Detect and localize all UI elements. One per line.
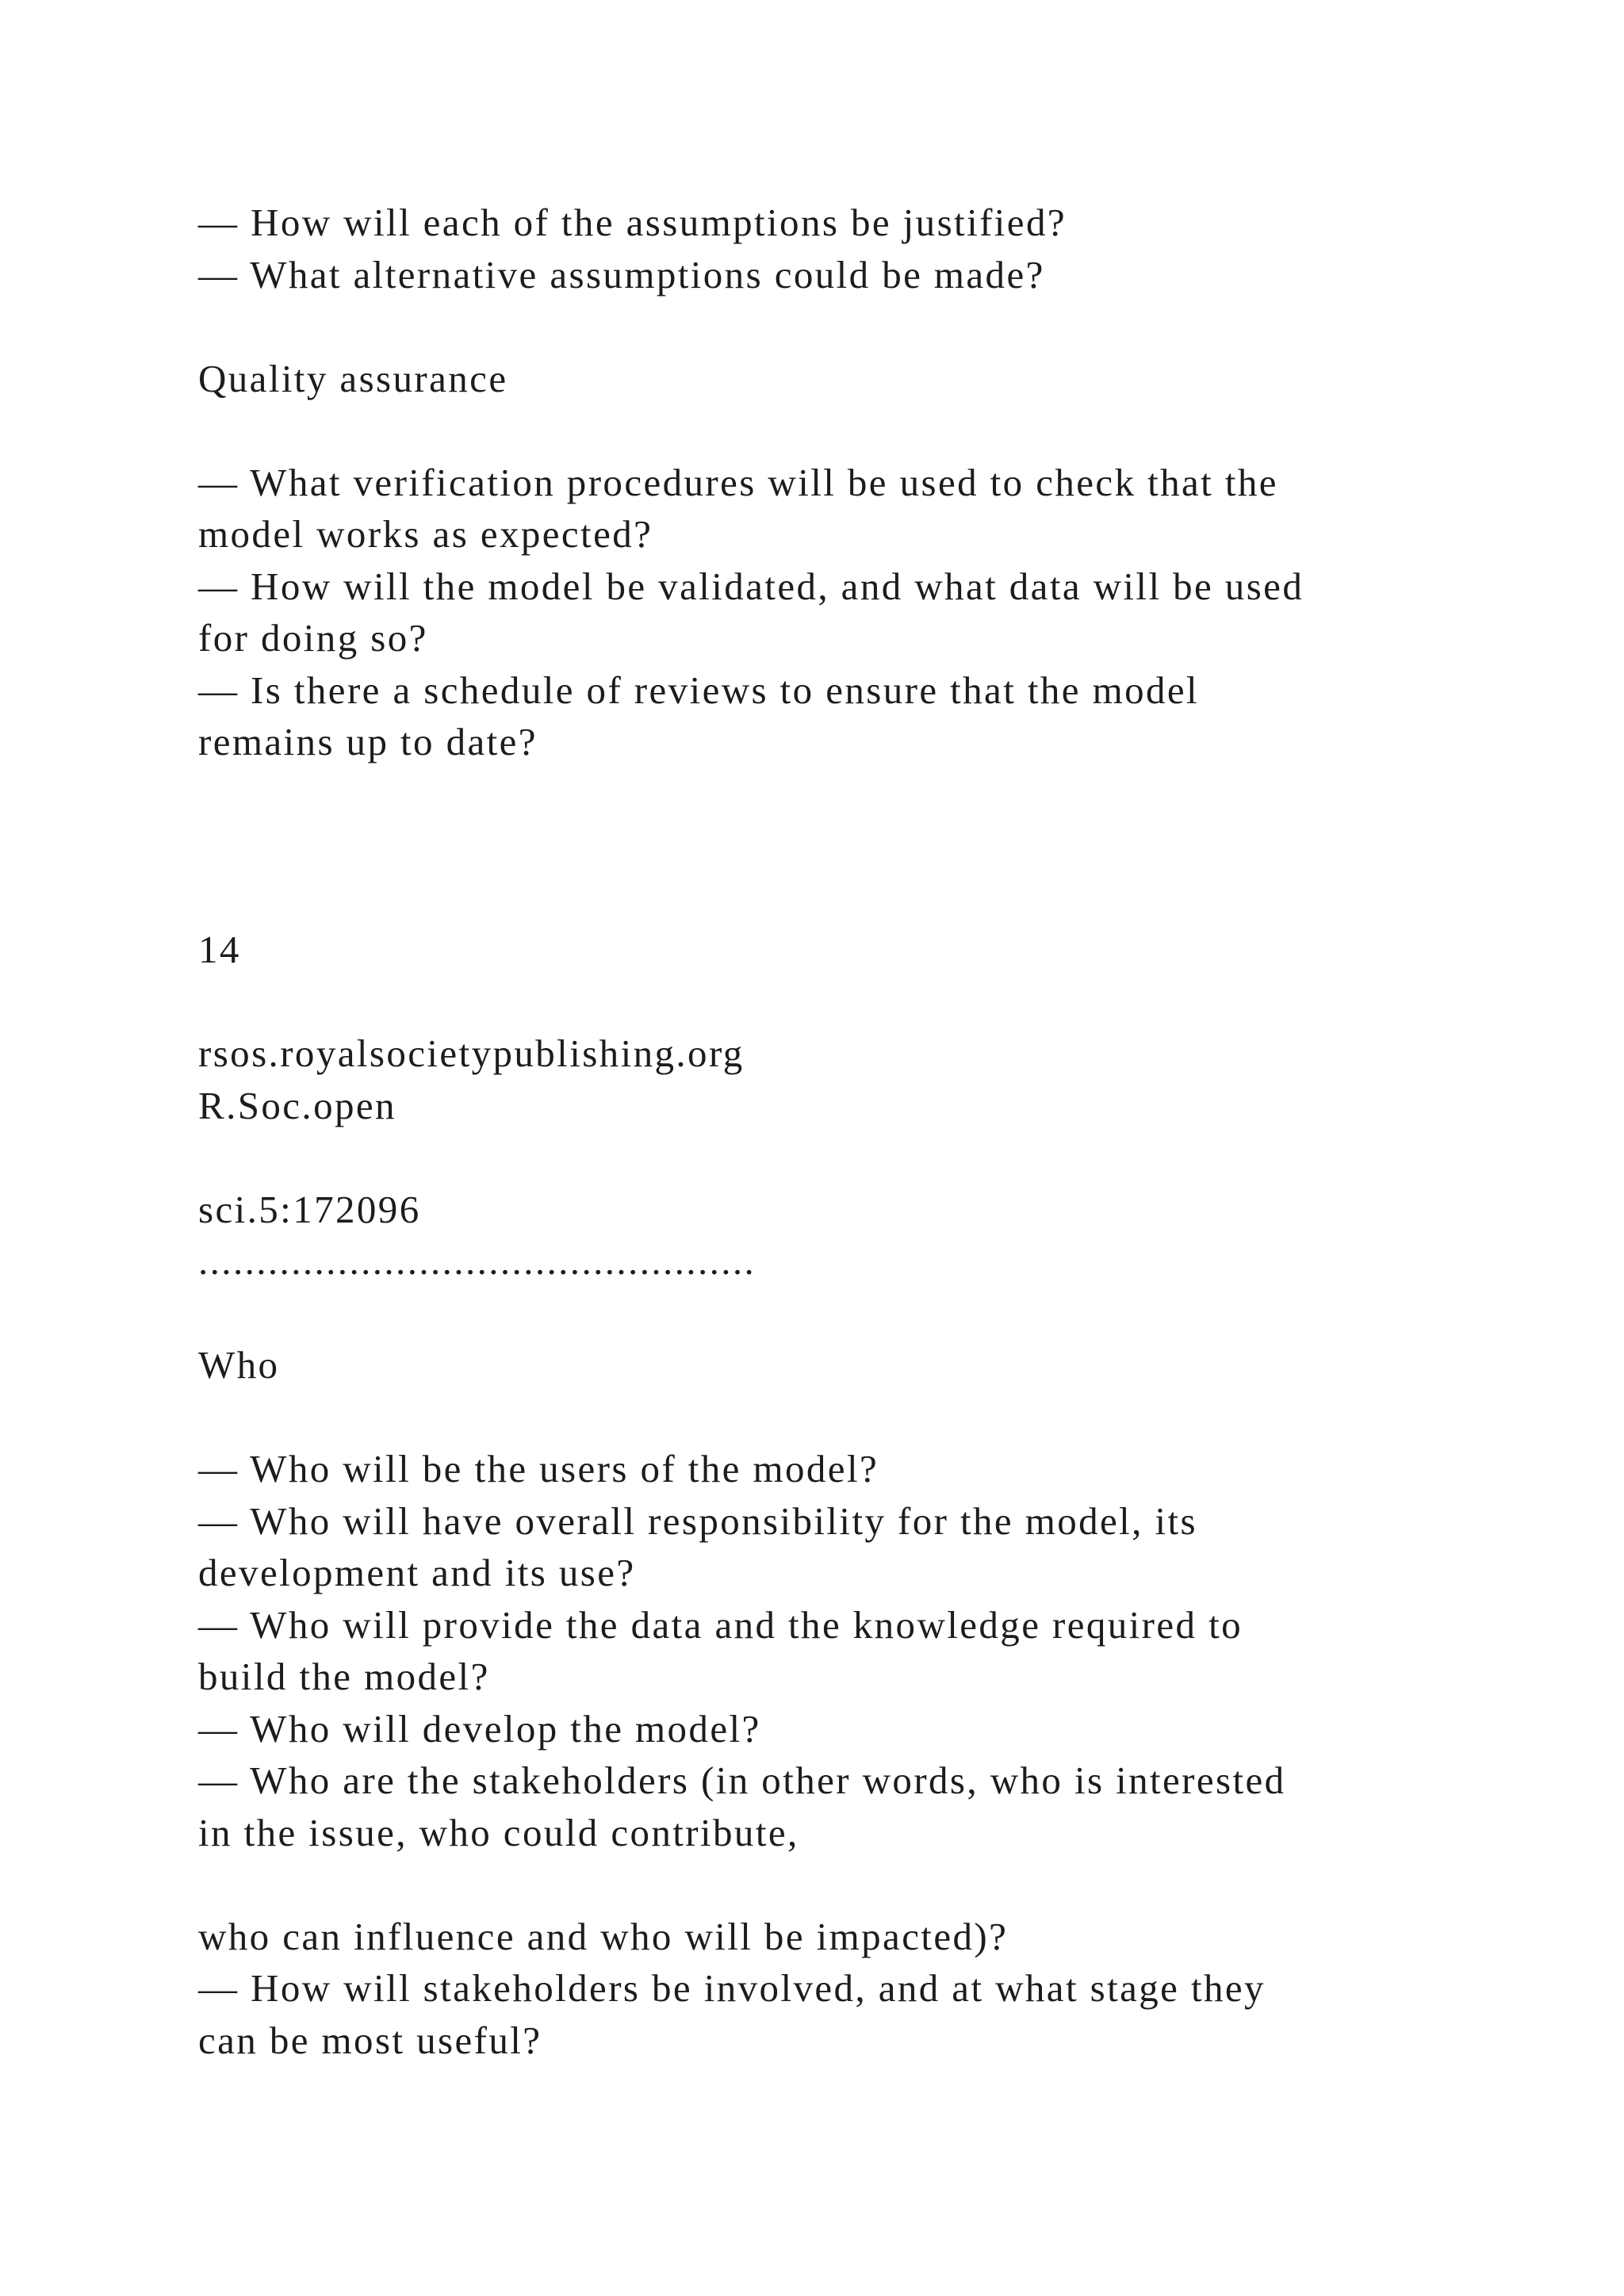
model-users-line: — Who will be the users of the model? bbox=[198, 1447, 879, 1490]
journal-url: rsos.royalsocietypublishing.org bbox=[198, 1031, 745, 1075]
stakeholder-involvement-line: — How will stakeholders be involved, and at what stage they bbox=[198, 1966, 1266, 2010]
document-body bbox=[198, 197, 1546, 2066]
review-schedule-line: — Is there a schedule of reviews to ensure that the model bbox=[198, 668, 1200, 712]
who-heading: Who bbox=[198, 1343, 280, 1387]
verification-procedures-line: — What verification procedures will be used to check that the bbox=[198, 460, 1278, 504]
quality-assurance-heading: Quality assurance bbox=[198, 356, 508, 400]
model-validation-line-cont: for doing so? bbox=[198, 616, 428, 660]
article-citation: sci.5:172096 bbox=[198, 1187, 421, 1231]
blank-line bbox=[198, 1391, 1546, 1444]
blank-line bbox=[198, 1288, 1546, 1340]
assumptions-justified-line: — How will each of the assumptions be justified? bbox=[198, 201, 1067, 244]
blank-line bbox=[198, 768, 1546, 821]
dotted-separator: ................................................ bbox=[198, 1239, 756, 1283]
overall-responsibility-line: — Who will have overall responsibility for the model, its bbox=[198, 1498, 1197, 1543]
blank-line bbox=[198, 1131, 1546, 1184]
stakeholder-involvement-line-cont: can be most useful? bbox=[198, 2018, 542, 2062]
blank-line bbox=[198, 300, 1546, 353]
stakeholders-line-cont: in the issue, who could contribute, bbox=[198, 1810, 799, 1854]
blank-line bbox=[198, 820, 1546, 872]
blank-line bbox=[198, 404, 1546, 457]
journal-name: R.Soc.open bbox=[198, 1083, 396, 1127]
review-schedule-line-cont: remains up to date? bbox=[198, 720, 538, 763]
blank-line bbox=[198, 1858, 1546, 1911]
model-validation-line: — How will the model be validated, and what data will be used bbox=[198, 564, 1304, 608]
stakeholders-influence-line: who can influence and who will be impacted)? bbox=[198, 1914, 1009, 1958]
model-developer-line: — Who will develop the model? bbox=[198, 1706, 761, 1751]
page-number: 14 bbox=[198, 928, 241, 971]
data-provider-line-cont: build the model? bbox=[198, 1655, 490, 1698]
overall-responsibility-line-cont: development and its use? bbox=[198, 1551, 636, 1594]
verification-procedures-line-cont: model works as expected? bbox=[198, 512, 653, 556]
stakeholders-line: — Who are the stakeholders (in other words, who is interested bbox=[198, 1758, 1286, 1802]
blank-line bbox=[198, 976, 1546, 1028]
blank-line bbox=[198, 872, 1546, 924]
data-provider-line: — Who will provide the data and the knowledge required to bbox=[198, 1602, 1243, 1647]
alternative-assumptions-line: — What alternative assumptions could be made? bbox=[198, 252, 1045, 297]
